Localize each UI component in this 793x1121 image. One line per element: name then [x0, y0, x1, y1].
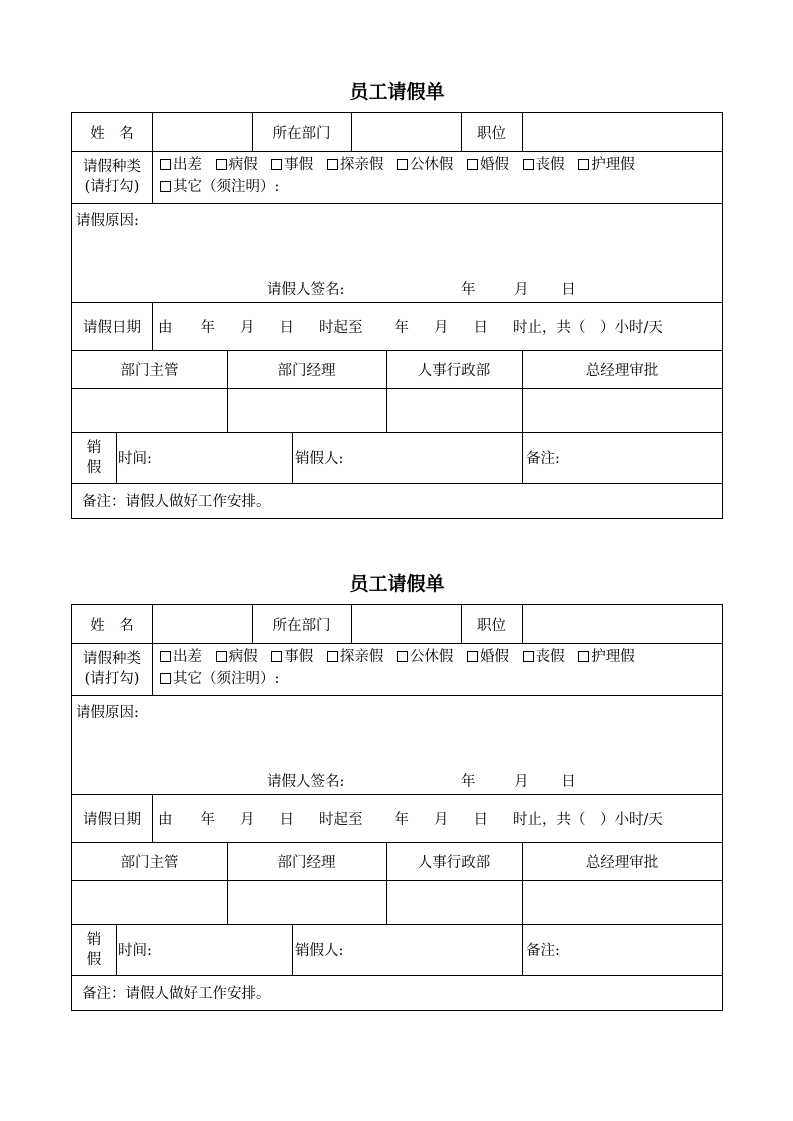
option-sick-leave[interactable]: 病假: [216, 649, 258, 665]
date-from: 由: [158, 319, 173, 336]
leave-type-label-line2: (请打勾): [84, 671, 140, 687]
sign-gm[interactable]: [522, 880, 722, 924]
position-label: 职位: [477, 125, 506, 142]
name-field[interactable]: [152, 605, 252, 643]
dept-label: 所在部门: [272, 617, 331, 634]
checkbox-icon[interactable]: [216, 159, 227, 170]
sign-hr-admin[interactable]: [386, 880, 522, 924]
option-personal-leave[interactable]: 事假: [271, 157, 313, 173]
sign-dept-manager[interactable]: [227, 388, 386, 432]
option-other[interactable]: 其它（须注明）:: [160, 179, 279, 195]
checkbox-icon[interactable]: [271, 159, 282, 170]
option-nursing-leave[interactable]: 护理假: [578, 157, 635, 173]
checkbox-icon[interactable]: [160, 651, 171, 662]
cancel-person-field[interactable]: 销假人:: [295, 451, 344, 467]
checkbox-icon[interactable]: [327, 651, 338, 662]
option-bereavement-leave[interactable]: 丧假: [523, 649, 565, 665]
reason-cell[interactable]: [72, 203, 722, 302]
cancel-label: 销 假: [86, 931, 102, 968]
leave-form-table: [71, 604, 723, 1011]
checkbox-icon[interactable]: [578, 159, 589, 170]
option-business-trip[interactable]: 出差: [160, 649, 202, 665]
start-day: 日: [279, 319, 294, 336]
form-title: 员工请假单: [349, 81, 445, 103]
option-personal-leave[interactable]: 事假: [271, 649, 313, 665]
end-hour-total: 时止，共（ ）小时/天: [513, 811, 663, 828]
option-annual-leave[interactable]: 公休假: [397, 157, 454, 173]
date-range-field[interactable]: [152, 794, 722, 842]
cancel-label: 销 假: [86, 439, 102, 476]
checkbox-icon[interactable]: [327, 159, 338, 170]
checkbox-icon[interactable]: [397, 651, 408, 662]
option-annual-leave[interactable]: 公休假: [397, 649, 454, 665]
dept-label: 所在部门: [272, 125, 331, 142]
cancel-remark-field[interactable]: 备注:: [526, 943, 560, 959]
name-label: 姓 名: [90, 125, 134, 142]
checkbox-icon[interactable]: [216, 651, 227, 662]
start-hour: 时起至: [319, 319, 363, 336]
checkbox-icon[interactable]: [160, 673, 171, 684]
option-family-visit[interactable]: 探亲假: [327, 157, 384, 173]
leave-type-options: [160, 154, 720, 202]
approver-dept-head: 部门主管: [120, 362, 179, 379]
leave-form-table: [71, 112, 723, 519]
date-from: 由: [158, 811, 173, 828]
start-day: 日: [279, 811, 294, 828]
start-month: 月: [240, 811, 255, 828]
footer-note: 备注：请假人做好工作安排。: [82, 986, 271, 1002]
dept-field[interactable]: [351, 605, 461, 643]
leave-form-1: [71, 78, 723, 519]
signer-label: 请假人签名:: [267, 282, 345, 298]
cancel-time-field[interactable]: 时间:: [118, 451, 152, 467]
sign-hr-admin[interactable]: [386, 388, 522, 432]
reason-cell[interactable]: [72, 695, 722, 794]
option-sick-leave[interactable]: 病假: [216, 157, 258, 173]
checkbox-icon[interactable]: [467, 159, 478, 170]
date-label: 请假日期: [83, 319, 141, 336]
end-month: 月: [434, 811, 449, 828]
sign-gm[interactable]: [522, 388, 722, 432]
leave-type-options: [160, 646, 720, 694]
leave-type-label: [72, 643, 152, 695]
reason-label: 请假原因:: [76, 705, 139, 721]
sign-dept-head[interactable]: [72, 388, 227, 432]
name-label: 姓 名: [90, 617, 134, 634]
end-day: 日: [473, 811, 488, 828]
form-title: 员工请假单: [349, 573, 445, 595]
signature-line: [267, 278, 576, 299]
leave-form-2: [71, 570, 723, 1011]
end-month: 月: [434, 319, 449, 336]
end-day: 日: [473, 319, 488, 336]
checkbox-icon[interactable]: [578, 651, 589, 662]
cancel-remark-field[interactable]: 备注:: [526, 451, 560, 467]
footer-note: 备注：请假人做好工作安排。: [82, 494, 271, 510]
approver-dept-manager: 部门经理: [277, 854, 336, 871]
position-label: 职位: [477, 617, 506, 634]
approver-dept-head: 部门主管: [120, 854, 179, 871]
name-field[interactable]: [152, 113, 252, 151]
checkbox-icon[interactable]: [523, 159, 534, 170]
sign-dept-manager[interactable]: [227, 880, 386, 924]
sig-month: 月: [514, 774, 529, 790]
checkbox-icon[interactable]: [271, 651, 282, 662]
sig-day: 日: [561, 774, 576, 790]
checkbox-icon[interactable]: [160, 159, 171, 170]
cancel-person-field[interactable]: 销假人:: [295, 943, 344, 959]
leave-type-label-line2: (请打勾): [84, 179, 140, 195]
approver-dept-manager: 部门经理: [277, 362, 336, 379]
position-field[interactable]: [522, 605, 722, 643]
signer-label: 请假人签名:: [267, 774, 345, 790]
start-month: 月: [240, 319, 255, 336]
leave-type-label: [72, 151, 152, 203]
sig-month: 月: [514, 282, 529, 298]
date-range-field[interactable]: [152, 302, 722, 350]
leave-type-label-line1: 请假种类: [83, 651, 141, 667]
sig-year: 年: [461, 282, 476, 298]
start-year: 年: [200, 319, 215, 336]
signature-line: [267, 770, 576, 791]
sign-dept-head[interactable]: [72, 880, 227, 924]
leave-type-label-line1: 请假种类: [83, 159, 141, 175]
dept-field[interactable]: [351, 113, 461, 151]
end-year: 年: [394, 319, 409, 336]
approver-gm: 总经理审批: [585, 362, 659, 379]
option-other[interactable]: 其它（须注明）:: [160, 671, 279, 687]
date-label: 请假日期: [83, 811, 141, 828]
option-business-trip[interactable]: 出差: [160, 157, 202, 173]
option-nursing-leave[interactable]: 护理假: [578, 649, 635, 665]
checkbox-icon[interactable]: [467, 651, 478, 662]
sig-day: 日: [561, 282, 576, 298]
sig-year: 年: [461, 774, 476, 790]
checkbox-icon[interactable]: [397, 159, 408, 170]
option-marriage-leave[interactable]: 婚假: [467, 649, 509, 665]
approver-hr-admin: 人事行政部: [417, 362, 491, 379]
option-family-visit[interactable]: 探亲假: [327, 649, 384, 665]
end-hour-total: 时止，共（ ）小时/天: [513, 319, 663, 336]
cancel-time-field[interactable]: 时间:: [118, 943, 152, 959]
end-year: 年: [394, 811, 409, 828]
start-hour: 时起至: [319, 811, 363, 828]
checkbox-icon[interactable]: [160, 181, 171, 192]
checkbox-icon[interactable]: [523, 651, 534, 662]
option-bereavement-leave[interactable]: 丧假: [523, 157, 565, 173]
reason-label: 请假原因:: [76, 213, 139, 229]
approver-hr-admin: 人事行政部: [417, 854, 491, 871]
approver-gm: 总经理审批: [585, 854, 659, 871]
option-marriage-leave[interactable]: 婚假: [467, 157, 509, 173]
start-year: 年: [200, 811, 215, 828]
position-field[interactable]: [522, 113, 722, 151]
